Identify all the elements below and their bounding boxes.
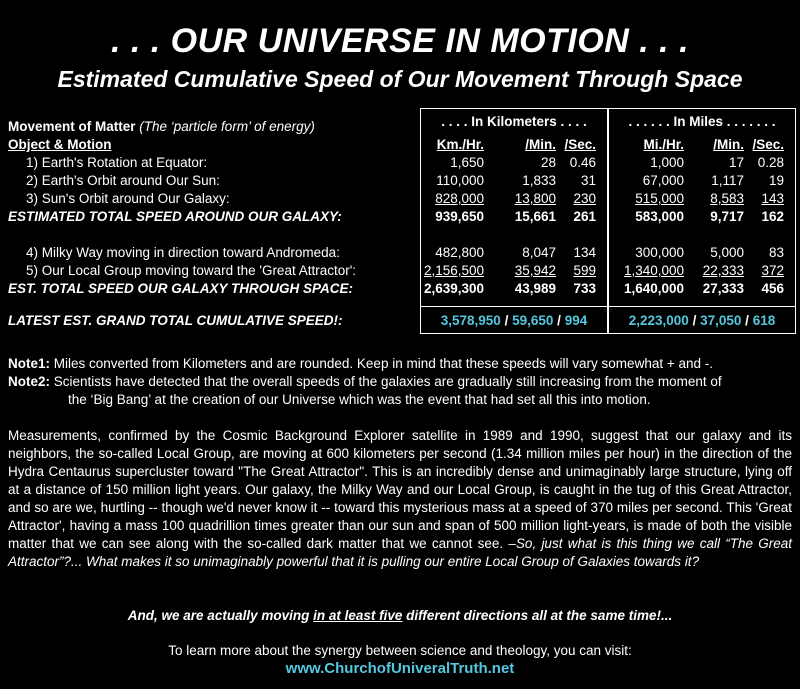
row-sun-orbit: 3) Sun's Orbit around Our Galaxy: xyxy=(26,191,230,206)
km-hr-cell: 482,800 xyxy=(435,245,484,260)
km-min-cell: 15,661 xyxy=(514,209,556,224)
km-hr-cell: 110,000 xyxy=(436,173,484,188)
km-header: . . . . In Kilometers . . . . xyxy=(441,114,587,129)
note1-label: Note1: xyxy=(8,356,51,371)
mi-sec-cell: 0.28 xyxy=(757,155,784,170)
movement-label: Movement of Matter xyxy=(8,119,136,134)
row-milky-way: 4) Milky Way moving in direction toward Andromeda: xyxy=(26,245,340,260)
table-divider xyxy=(420,306,796,307)
learn-more-text: To learn more about the synergy between science and theology, you can visit: xyxy=(168,643,632,658)
km-sec-cell: 134 xyxy=(573,245,596,260)
grand-total-label: LATEST EST. GRAND TOTAL CUMULATIVE SPEED!: xyxy=(8,313,343,328)
note2-continued: the ‘Big Bang’ at the creation of our Universe which was the event that had set all this into motion. xyxy=(68,392,651,407)
mi-hr-cell: 1,340,000 xyxy=(623,263,684,278)
paragraph-text: Measurements, confirmed by the Cosmic Background Explorer satellite in 1989 and 1990, suggest that our galaxy and its neighbors, the so-called Local Group, are moving at 600 kilometers per second (1.34 million miles per hour) in the direction of the Hydra Centaurus supercluster toward "The Great Attractor". This is an incredibly dense and unimaginably large structure, lying off at a distance of 150 million light years. Our galaxy, the Milky Way and our Local Group, is caught in the tug of this Great Attractor, and so are we, hurtling -- though we'd never know it -- toward this mysterious mass at a speed of 370 miles per second. This 'Great Attractor', having a mass 100 quadrillion times greater than our sun and span of 500 million light-years, is made of both the visible matter that we can see along with the so-called dark matter that we cannot see. xyxy=(8,428,792,551)
note2-label: Note2: xyxy=(8,374,51,389)
km-sec-cell: 733 xyxy=(573,281,596,296)
km-hr-cell: 939,650 xyxy=(435,209,484,224)
km-min-column xyxy=(488,136,556,298)
km-min-cell xyxy=(488,226,556,244)
mi-hr-cell: 583,000 xyxy=(635,209,684,224)
moving-statement xyxy=(0,608,800,623)
mi-min-cell: 22,333 xyxy=(702,263,744,278)
mi-sec-cell: 162 xyxy=(761,209,784,224)
slash: / xyxy=(557,313,561,328)
km-sec-header: /Sec. xyxy=(564,137,596,152)
km-min-cell: 35,942 xyxy=(514,263,556,278)
mi-min-header: /Min. xyxy=(713,137,744,152)
row-spacer xyxy=(8,226,413,244)
row-earth-orbit: 2) Earth's Orbit around Our Sun: xyxy=(26,173,220,188)
km-sec-cell xyxy=(558,226,596,244)
km-min-cell: 28 xyxy=(540,155,556,170)
grand-mi-hr: 2,223,000 xyxy=(628,313,689,328)
km-hr-column xyxy=(420,136,484,298)
row-total-space: EST. TOTAL SPEED OUR GALAXY THROUGH SPACE: xyxy=(8,281,354,296)
km-sec-cell: 261 xyxy=(573,209,596,224)
mi-hr-cell: 67,000 xyxy=(642,173,684,188)
movement-header xyxy=(8,118,413,136)
mi-sec-cell: 456 xyxy=(761,281,784,296)
mi-min-cell xyxy=(688,226,744,244)
mi-hr-cell: 300,000 xyxy=(635,245,684,260)
mi-min-cell: 17 xyxy=(728,155,744,170)
note1 xyxy=(8,355,792,373)
km-sec-cell: 31 xyxy=(580,173,596,188)
moving-underlined: in at least five xyxy=(313,608,403,623)
miles-header: . . . . . . In Miles . . . . . . . xyxy=(628,114,776,129)
mi-sec-cell: 19 xyxy=(768,173,784,188)
grand-total-mi xyxy=(608,313,796,328)
moving-pre: And, we are actually moving xyxy=(127,608,314,623)
grand-km-sec: 994 xyxy=(564,313,588,328)
mi-min-cell: 8,583 xyxy=(710,191,744,206)
mi-min-cell: 5,000 xyxy=(710,245,744,260)
grand-km-hr: 3,578,950 xyxy=(440,313,501,328)
km-sec-cell: 599 xyxy=(573,263,596,278)
page-title: . . . OUR UNIVERSE IN MOTION . . . xyxy=(110,22,690,60)
mi-hr-column xyxy=(608,136,684,298)
mi-sec-cell xyxy=(746,226,784,244)
mi-min-column xyxy=(688,136,744,298)
moving-post: different directions all at the same time!... xyxy=(402,608,673,623)
great-attractor-paragraph xyxy=(8,427,792,571)
row-local-group: 5) Our Local Group moving toward the 'Great Attractor': xyxy=(26,263,357,278)
mi-sec-cell: 143 xyxy=(761,191,784,206)
km-hr-cell: 2,639,300 xyxy=(423,281,484,296)
km-hr-header: Km./Hr. xyxy=(436,137,484,152)
movement-note: (The ‘particle form’ of energy) xyxy=(139,119,315,134)
km-min-cell: 13,800 xyxy=(514,191,556,206)
note1-text: Miles converted from Kilometers and are rounded. Keep in mind that these speeds will vary somewhat + and -. xyxy=(53,356,713,371)
km-hr-cell: 1,650 xyxy=(450,155,484,170)
mi-hr-cell: 1,000 xyxy=(650,155,684,170)
notes xyxy=(8,355,792,409)
grand-total-km xyxy=(420,313,608,328)
mi-sec-column xyxy=(746,136,784,298)
mi-sec-cell: 372 xyxy=(761,263,784,278)
mi-min-cell: 27,333 xyxy=(702,281,744,296)
grand-mi-min: 37,050 xyxy=(700,313,742,328)
mi-hr-header: Mi./Hr. xyxy=(643,137,684,152)
row-total-galaxy: ESTIMATED TOTAL SPEED AROUND OUR GALAXY: xyxy=(8,209,342,224)
row-earth-rotation: 1) Earth's Rotation at Equator: xyxy=(26,155,208,170)
paragraph-italic: –So, just what is this thing we call “The Great Attractor”?... What makes it so unimaginably powerful that it is pulling our entire Local Group of Galaxies towards it? xyxy=(8,536,792,569)
mi-hr-cell: 1,640,000 xyxy=(623,281,684,296)
mi-min-cell: 9,717 xyxy=(710,209,744,224)
slash: / xyxy=(504,313,509,328)
mi-min-cell: 1,117 xyxy=(711,173,744,188)
km-min-cell: 8,047 xyxy=(522,245,556,260)
km-hr-cell xyxy=(420,226,484,244)
mi-hr-cell: 515,000 xyxy=(635,191,684,206)
slash: / xyxy=(692,313,697,328)
grand-mi-sec: 618 xyxy=(752,313,776,328)
mi-hr-cell xyxy=(608,226,684,244)
page-subtitle: Estimated Cumulative Speed of Our Movement Through Space xyxy=(57,66,743,92)
website-link[interactable]: www.ChurchofUniveralTruth.net xyxy=(285,660,515,677)
km-sec-cell: 230 xyxy=(573,191,596,206)
km-hr-cell: 2,156,500 xyxy=(423,263,484,278)
grand-km-min: 59,650 xyxy=(512,313,554,328)
slash: / xyxy=(745,313,749,328)
km-hr-cell: 828,000 xyxy=(435,191,484,206)
km-sec-column xyxy=(558,136,596,298)
object-motion-label: Object & Motion xyxy=(8,137,112,152)
mi-sec-header: /Sec. xyxy=(752,137,784,152)
km-min-header: /Min. xyxy=(525,137,556,152)
mi-sec-cell: 83 xyxy=(768,245,784,260)
motion-labels xyxy=(8,118,413,298)
km-min-cell: 43,989 xyxy=(514,281,556,296)
note2 xyxy=(8,373,792,391)
km-min-cell: 1,833 xyxy=(522,173,556,188)
note2-text: Scientists have detected that the overall speeds of the galaxies are gradually still increasing from the moment of xyxy=(53,374,722,389)
km-sec-cell: 0.46 xyxy=(569,155,596,170)
